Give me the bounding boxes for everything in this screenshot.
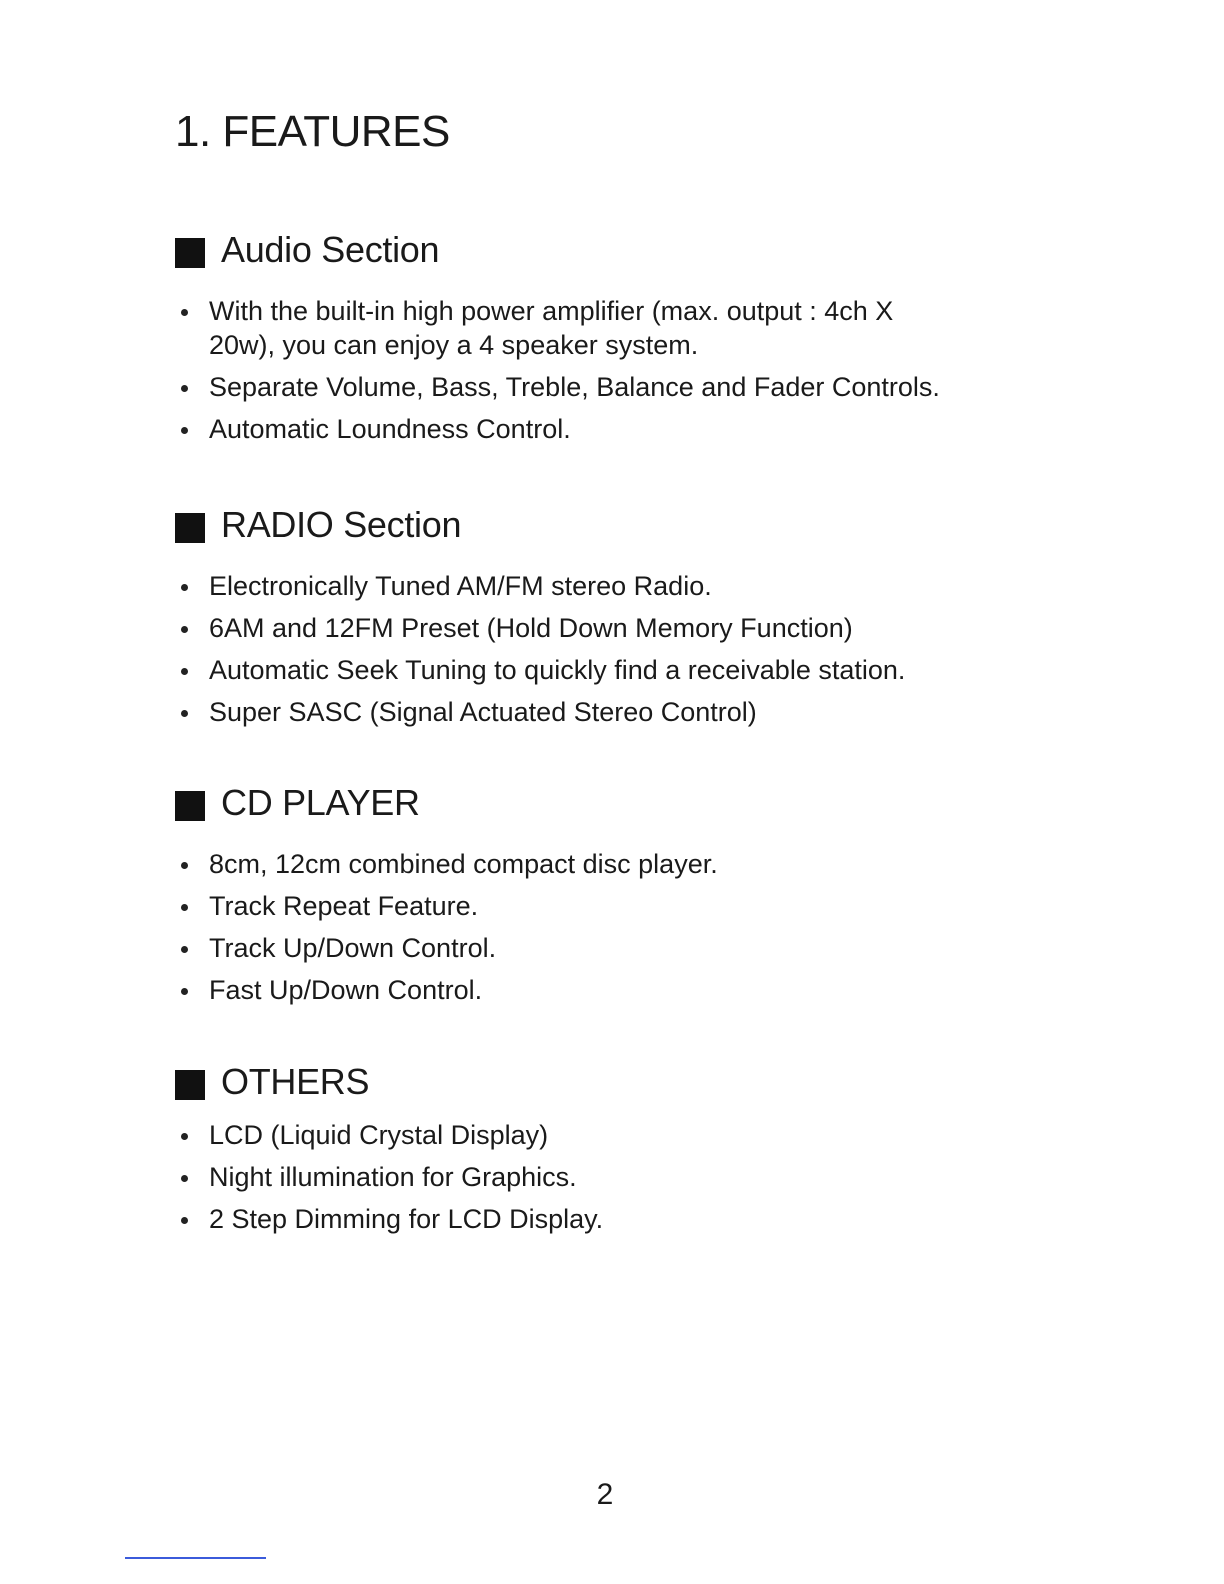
section-title: Audio Section [221,229,440,270]
section-heading [175,781,1115,825]
list-item-text: Track Up/Down Control. [209,933,497,963]
list-item-text: 8cm, 12cm combined compact disc player. [209,849,718,879]
section-audio [175,228,1115,454]
section-others [175,1060,1115,1244]
section-title: OTHERS [221,1061,370,1102]
list-item-text: 6AM and 12FM Preset (Hold Down Memory Function) [209,613,853,643]
list-item [175,695,1115,729]
list-item [175,931,1115,965]
bullet-icon [181,946,188,953]
black-square-icon [175,1070,205,1100]
list-item [175,1118,1115,1152]
page-number: 2 [596,1478,614,1511]
list-item [175,1202,1115,1236]
bullet-icon [181,427,188,434]
section-title: CD PLAYER [221,782,420,823]
bullet-icon [181,988,188,995]
list-item [175,412,1115,446]
black-square-icon [175,791,205,821]
list-item-text: Fast Up/Down Control. [209,975,483,1005]
bullet-icon [181,626,188,633]
list-item [175,294,929,362]
bullet-list [175,1118,1115,1236]
bullet-icon [181,668,188,675]
list-item [175,569,1115,603]
section-cd-player [175,781,1115,1015]
list-item [175,1160,1115,1194]
bullet-list [175,847,1115,1007]
bullet-icon [181,385,188,392]
footer-rule [125,1557,266,1559]
list-item-text: Electronically Tuned AM/FM stereo Radio. [209,571,712,601]
bullet-icon [181,1175,188,1182]
section-title: RADIO Section [221,504,462,545]
page-title: 1. FEATURES [175,107,450,156]
list-item-text: Separate Volume, Bass, Treble, Balance and Fader Controls. [209,372,940,402]
list-item-text: LCD (Liquid Crystal Display) [209,1120,549,1150]
bullet-icon [181,584,188,591]
bullet-list [175,569,1115,729]
list-item [175,889,1115,923]
bullet-icon [181,1133,188,1140]
list-item [175,611,1115,645]
list-item-text: Night illumination for Graphics. [209,1162,577,1192]
section-radio [175,503,1115,737]
list-item-text: Super SASC (Signal Actuated Stereo Control) [209,697,757,727]
bullet-icon [181,309,188,316]
bullet-icon [181,710,188,717]
list-item-text: 2 Step Dimming for LCD Display. [209,1204,604,1234]
list-item [175,847,1115,881]
list-item [175,973,1115,1007]
list-item-text: Automatic Loundness Control. [209,414,571,444]
list-item [175,653,1115,687]
section-heading [175,1060,1115,1104]
list-item-text: With the built-in high power amplifier (max. output : 4ch X 20w), you can enjoy a 4 speaker system. [209,296,894,360]
black-square-icon [175,513,205,543]
bullet-icon [181,904,188,911]
black-square-icon [175,238,205,268]
section-heading [175,503,1115,547]
list-item-text: Track Repeat Feature. [209,891,479,921]
bullet-icon [181,862,188,869]
list-item [175,370,1115,404]
section-heading [175,228,1115,272]
bullet-icon [181,1217,188,1224]
bullet-list [175,294,1115,446]
list-item-text: Automatic Seek Tuning to quickly find a receivable station. [209,655,906,685]
